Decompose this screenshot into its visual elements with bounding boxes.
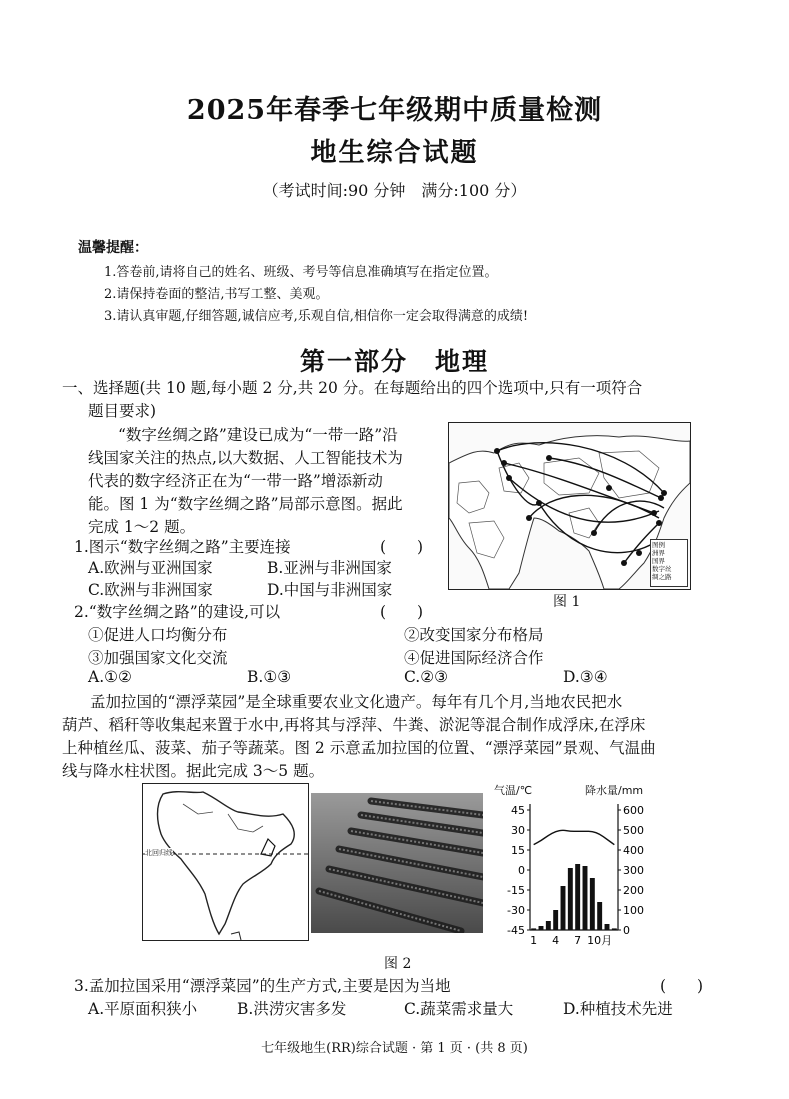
figure2-map bbox=[142, 783, 309, 941]
tip-item: 3.请认真审题,仔细答题,诚信应考,乐观自信,相信你一定会取得满意的成绩! bbox=[104, 309, 529, 324]
q2-item: ④促进国际经济合作 bbox=[404, 649, 544, 667]
passage2-line: 葫芦、稻秆等收集起来置于水中,再将其与浮萍、牛粪、淤泥等混合制作成浮床,在浮床 bbox=[62, 716, 646, 734]
q1-option-d[interactable]: D.中国与非洲国家 bbox=[267, 581, 393, 599]
exam-subtitle: 地生综合试题 bbox=[310, 138, 479, 168]
legend-item: 洲界 bbox=[652, 549, 665, 557]
temperature-tick-label: 30 bbox=[511, 824, 525, 837]
precipitation-tick-label: 600 bbox=[623, 804, 644, 817]
q2-item: ①促进人口均衡分布 bbox=[88, 626, 228, 644]
precipitation-bar bbox=[575, 864, 580, 930]
temperature-tick-label: 15 bbox=[511, 844, 525, 857]
passage2-line: 孟加拉国的“漂浮菜园”是全球重要农业文化遗产。每年有几个月,当地农民把水 bbox=[90, 693, 623, 711]
q1-stem: 1.图示“数字丝绸之路”主要连接 bbox=[74, 538, 291, 556]
climate-chart-svg bbox=[490, 780, 665, 950]
q2-answer-paren[interactable]: ( ) bbox=[380, 603, 424, 621]
q2-option-c[interactable]: C.②③ bbox=[404, 668, 449, 686]
legend-item: 数字丝 bbox=[652, 565, 672, 573]
exam-info: （考试时间:90 分钟 满分:100 分） bbox=[262, 181, 527, 200]
passage1-line: 代表的数字经济正在为“一带一路”增添新动 bbox=[88, 472, 383, 490]
q1-option-c[interactable]: C.欧洲与非洲国家 bbox=[88, 581, 213, 599]
climate-chart bbox=[490, 780, 665, 950]
passage2-line: 线与降水柱状图。据此完成 3～5 题。 bbox=[62, 762, 325, 780]
page-footer: 七年级地生(RR)综合试题 · 第 1 页 · (共 8 页) bbox=[261, 1041, 528, 1056]
month-tick-label: 7 bbox=[574, 934, 582, 947]
passage1-line: 能。图 1 为“数字丝绸之路”局部示意图。据此 bbox=[88, 495, 403, 513]
temperature-tick-label: -15 bbox=[507, 884, 525, 897]
precipitation-tick-label: 500 bbox=[623, 824, 644, 837]
precipitation-bar bbox=[597, 902, 602, 930]
floating-garden-image bbox=[311, 793, 483, 933]
precipitation-bar bbox=[583, 866, 588, 930]
q1-option-b[interactable]: B.亚洲与非洲国家 bbox=[267, 559, 392, 577]
temperature-tick-label: -30 bbox=[507, 904, 525, 917]
precipitation-axis-label: 降水量/mm bbox=[585, 784, 644, 797]
precipitation-tick-label: 0 bbox=[623, 924, 630, 937]
precipitation-bar bbox=[605, 924, 610, 930]
q2-option-b[interactable]: B.①③ bbox=[247, 668, 292, 686]
q3-option-c[interactable]: C.蔬菜需求量大 bbox=[404, 1000, 514, 1018]
temperature-axis-label: 气温/℃ bbox=[494, 784, 533, 797]
temperature-curve bbox=[534, 830, 615, 844]
exam-title: 2025年春季七年级期中质量检测 bbox=[186, 95, 603, 126]
q3-answer-paren[interactable]: ( ) bbox=[660, 977, 704, 995]
q2-option-d[interactable]: D.③④ bbox=[563, 668, 608, 686]
temperature-tick-label: 45 bbox=[511, 804, 525, 817]
precipitation-bar bbox=[561, 886, 566, 930]
section-heading: 一、选择题(共 10 题,每小题 2 分,共 20 分。在每题给出的四个选项中,只有一项符合 bbox=[62, 379, 643, 397]
precipitation-bar bbox=[568, 868, 573, 930]
precipitation-bar bbox=[546, 921, 551, 930]
figure1-map bbox=[448, 422, 691, 590]
precipitation-tick-label: 200 bbox=[623, 884, 644, 897]
q1-option-a[interactable]: A.欧洲与亚洲国家 bbox=[88, 559, 213, 577]
month-tick-label: 10月 bbox=[587, 934, 613, 947]
q2-item: ②改变国家分布格局 bbox=[404, 626, 544, 644]
q2-stem: 2.“数字丝绸之路”的建设,可以 bbox=[74, 603, 281, 621]
passage1-line: 完成 1～2 题。 bbox=[88, 518, 196, 536]
q1-answer-paren[interactable]: ( ) bbox=[380, 538, 424, 556]
passage1-line: 线国家关注的热点,以大数据、人工智能技术为 bbox=[88, 449, 403, 467]
legend-item: 国界 bbox=[652, 557, 665, 565]
precipitation-tick-label: 100 bbox=[623, 904, 644, 917]
q3-option-d[interactable]: D.种植技术先进 bbox=[563, 1000, 673, 1018]
tips-title: 温馨提醒： bbox=[78, 240, 148, 256]
tropic-of-cancer-label: 北回归线 bbox=[145, 849, 173, 857]
month-tick-label: 1 bbox=[530, 934, 538, 947]
q2-item: ③加强国家文化交流 bbox=[88, 649, 228, 667]
figure1-caption: 图 1 bbox=[553, 594, 581, 610]
q3-stem: 3.孟加拉国采用“漂浮菜园”的生产方式,主要是因为当地 bbox=[74, 977, 451, 995]
passage2-line: 上种植丝瓜、菠菜、茄子等蔬菜。图 2 示意孟加拉国的位置、“漂浮菜园”景观、气温曲 bbox=[62, 739, 656, 757]
precipitation-bar bbox=[553, 910, 558, 930]
section-heading-cont: 题目要求) bbox=[88, 402, 157, 420]
q2-option-a[interactable]: A.①② bbox=[88, 668, 132, 686]
q3-option-a[interactable]: A.平原面积狭小 bbox=[88, 1000, 198, 1018]
q3-option-b[interactable]: B.洪涝灾害多发 bbox=[237, 1000, 347, 1018]
precipitation-tick-label: 400 bbox=[623, 844, 644, 857]
part-title: 第一部分 地理 bbox=[299, 347, 489, 376]
legend-title: 图例 bbox=[652, 541, 665, 549]
precipitation-bar bbox=[612, 928, 617, 930]
temperature-tick-label: 0 bbox=[518, 864, 525, 877]
precipitation-bar bbox=[539, 926, 544, 930]
passage1-line: “数字丝绸之路”建设已成为“一带一路”沿 bbox=[118, 426, 398, 444]
month-tick-label: 4 bbox=[552, 934, 560, 947]
figure2-caption: 图 2 bbox=[384, 956, 412, 972]
temperature-tick-label: -45 bbox=[507, 924, 525, 937]
tip-item: 1.答卷前,请将自己的姓名、班级、考号等信息准确填写在指定位置。 bbox=[104, 265, 498, 280]
precipitation-tick-label: 300 bbox=[623, 864, 644, 877]
figure1-legend bbox=[650, 539, 688, 587]
precipitation-bar bbox=[531, 928, 536, 930]
precipitation-bar bbox=[590, 878, 595, 930]
legend-item: 绸之路 bbox=[652, 573, 672, 581]
floating-garden-photo bbox=[311, 793, 483, 933]
tip-item: 2.请保持卷面的整洁,书写工整、美观。 bbox=[104, 287, 329, 302]
south-asia-map bbox=[143, 784, 308, 940]
